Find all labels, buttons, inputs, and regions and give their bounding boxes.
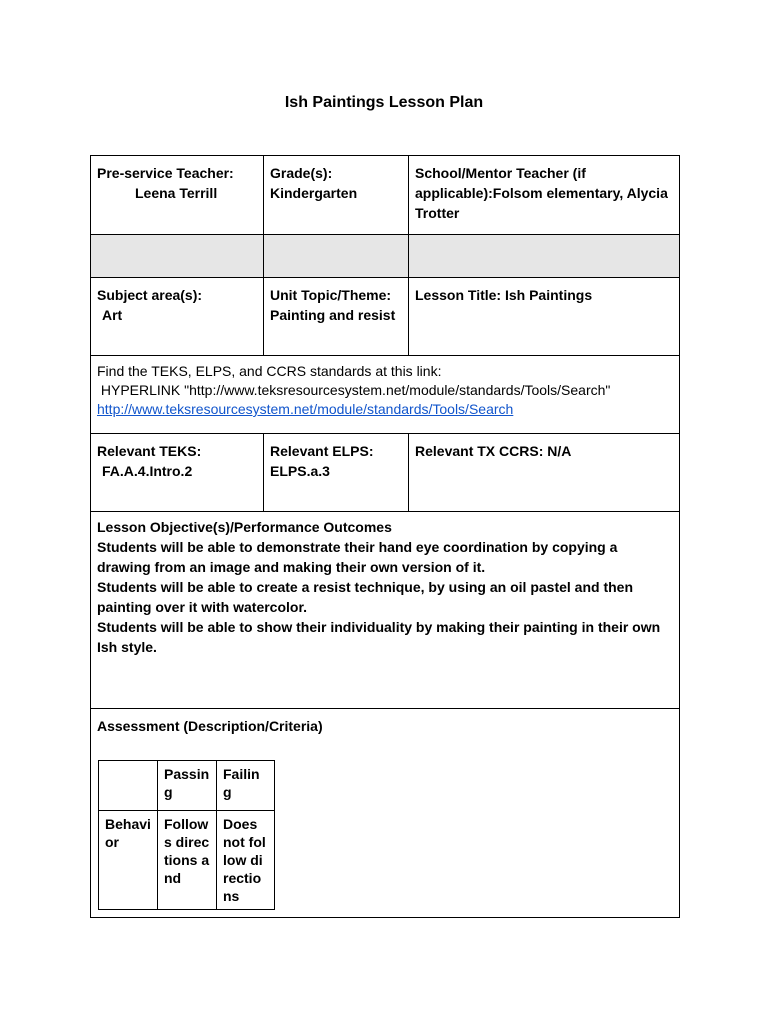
objective-item: Students will be able to create a resist technique, by using an oil pastel and then painting over it with watercolor. <box>97 579 634 615</box>
standards-row <box>91 356 680 434</box>
teks-value: FA.A.4.Intro.2 <box>102 463 193 479</box>
grade-label: Grade(s): <box>270 165 333 181</box>
rubric-header-cell: Passing <box>158 761 217 811</box>
elps-cell <box>264 434 409 512</box>
rubric-cell: Does not follow directions <box>217 811 275 910</box>
assessment-rubric-table <box>98 760 275 910</box>
unit-value: Painting and resist <box>270 307 396 323</box>
rubric-cell: Follows directions and <box>158 811 217 910</box>
blank-cell-2 <box>264 235 409 278</box>
teks-link[interactable]: http://www.teksresourcesystem.net/module/standards/Tools/Search <box>97 401 514 417</box>
subject-value: Art <box>102 307 123 323</box>
standards-text: Find the TEKS, ELPS, and CCRS standards at this link: <box>97 363 442 379</box>
objectives-row <box>91 512 680 709</box>
assessment-cell <box>91 709 680 918</box>
assessment-heading: Assessment (Description/Criteria) <box>97 718 323 734</box>
unit-cell <box>264 278 409 356</box>
school-cell: School/Mentor Teacher (if applicable):Folsom elementary, Alycia Trotter <box>409 156 680 235</box>
blank-cell-3 <box>409 235 680 278</box>
objective-item: Students will be able to demonstrate their hand eye coordination by copying a drawing from an image and making their own version of it. <box>97 539 618 575</box>
elps-value: ELPS.a.3 <box>270 463 330 479</box>
teacher-cell <box>91 156 264 235</box>
ccrs-cell: Relevant TX CCRS: N/A <box>409 434 680 512</box>
grade-cell <box>264 156 409 235</box>
grade-value: Kindergarten <box>270 185 358 201</box>
rubric-behavior-row <box>99 811 275 910</box>
subject-cell <box>91 278 264 356</box>
unit-label: Unit Topic/Theme: <box>270 287 392 303</box>
objective-item: Students will be able to show their individuality by making their painting in their own Ish style. <box>97 619 661 655</box>
teks-label: Relevant TEKS: <box>97 443 202 459</box>
rubric-header-cell: Failing <box>217 761 275 811</box>
elps-label: Relevant ELPS: <box>270 443 374 459</box>
rubric-header-cell <box>99 761 158 811</box>
subject-row <box>91 278 680 356</box>
teacher-name: Leena Terrill <box>135 185 218 201</box>
standards-hyperlink-field: HYPERLINK "http://www.teksresourcesystem.net/module/standards/Tools/Search" <box>97 382 611 398</box>
assessment-row <box>91 709 680 918</box>
objectives-heading: Lesson Objective(s)/Performance Outcomes <box>97 519 392 535</box>
rubric-header-row <box>99 761 275 811</box>
objectives-cell <box>91 512 680 709</box>
teacher-label: Pre-service Teacher: <box>97 165 234 181</box>
blank-cell-1 <box>91 235 264 278</box>
blank-row <box>91 235 680 278</box>
lesson-title-cell: Lesson Title: Ish Paintings <box>409 278 680 356</box>
rubric-cell: Behavior <box>99 811 158 910</box>
subject-label: Subject area(s): <box>97 287 203 303</box>
teacher-row <box>91 156 680 235</box>
standards-cell <box>91 356 680 434</box>
teks-cell <box>91 434 264 512</box>
lesson-plan-table <box>90 155 680 918</box>
relevant-row <box>91 434 680 512</box>
page-title: Ish Paintings Lesson Plan <box>284 94 484 111</box>
